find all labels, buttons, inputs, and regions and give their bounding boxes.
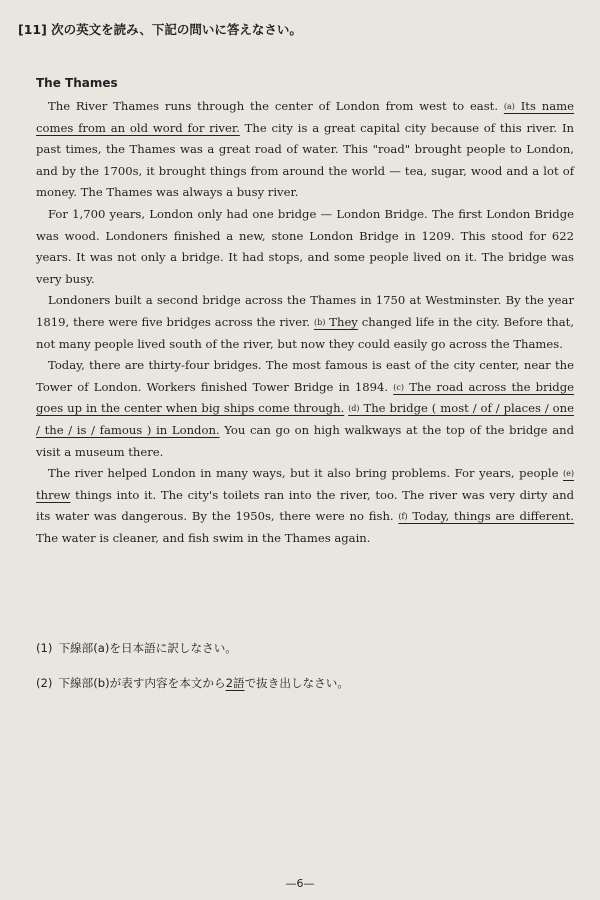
passage-title: The Thames <box>36 76 118 90</box>
underlined-text-c: The road across the bridge goes up in the center when big ships come through. <box>36 379 574 416</box>
underlined-text-d: The bridge ( most / of / places / one / the / is / famous ) in London. <box>36 401 574 437</box>
text-run: The river helped London in many ways, but it also bring problems. For years, people <box>48 466 564 481</box>
paragraph-3 <box>36 290 574 355</box>
marker-b: (b) <box>313 317 326 327</box>
question-1 <box>36 640 576 656</box>
paragraph-4 <box>36 355 574 463</box>
marker-f: (f) <box>398 512 408 522</box>
text-run: Today, there are thirty-four bridges. The most famous is east of the city center, near the Tower of London. Workers finished Tower Bridge in 1894. <box>36 358 574 394</box>
marker-c: (c) <box>393 382 405 392</box>
marker-e: (e) <box>563 469 574 479</box>
text-run: Londoners built a second bridge across the Thames in 1750 at Westminster. By the year 1819, there were five bridges across the river. <box>36 293 574 329</box>
question-text-end: で抜き出しなさい。 <box>244 676 349 690</box>
paragraph-2: For 1,700 years, London only had one bridge — London Bridge. The first London Bridge was wood. Londoners finished a new, stone London Bridge in 1209. This stood for 622 years. It was not only a bridge. It had stops, and some people lived on it. The bridge was very busy. <box>36 206 574 286</box>
text-run: The water is cleaner, and fish swim in the Thames again. <box>36 530 371 545</box>
text-run: The city is a great capital city because of this river. In past times, the Thames was a great road of water. This "road" brought people to London, and by the 1700s, it brought things from around the world — tea, sugar, wood and a lot of money. The Thames was always a busy river. <box>36 120 574 200</box>
passage-body <box>36 96 574 549</box>
underlined-text-b: They <box>325 314 358 329</box>
marker-d: (d) <box>348 404 360 414</box>
question-number: (2) <box>36 676 53 690</box>
word-count-emphasis: 2語 <box>225 676 245 690</box>
underline-f <box>398 509 574 523</box>
exercise-header: [11] 次の英文を読み、下記の問いに答えなさい。 <box>18 22 302 37</box>
text-run: The River Thames runs through the center of London from west to east. <box>48 99 504 113</box>
text-run: You can go on high walkways at the top of the bridge and visit a museum there. <box>36 422 575 459</box>
question-number: (1) <box>36 641 53 655</box>
paragraph-1 <box>36 96 574 204</box>
underlined-text-a: Its name comes from an old word for river. <box>36 99 574 135</box>
question-list <box>36 640 576 710</box>
question-text: 下線部(a)を日本語に訳しなさい。 <box>58 641 237 655</box>
text-run: changed life in the city. Before that, not many people lived south of the river, but now they could easily go across the Thames. <box>36 314 574 351</box>
question-2 <box>36 675 576 691</box>
underline-b <box>314 315 358 329</box>
underlined-text-f: Today, things are different. <box>407 509 574 524</box>
text-run: things into it. The city's toilets ran into the river, too. The river was very dirty and its water was dangerous. By the 1950s, there were no fish. <box>36 487 574 524</box>
paragraph-5 <box>36 463 574 549</box>
page-number: —6— <box>285 877 315 890</box>
question-text: 下線部(b)が表す内容を本文から <box>58 676 226 690</box>
underlined-text-e: threw <box>36 487 71 502</box>
marker-a: (a) <box>503 102 515 111</box>
